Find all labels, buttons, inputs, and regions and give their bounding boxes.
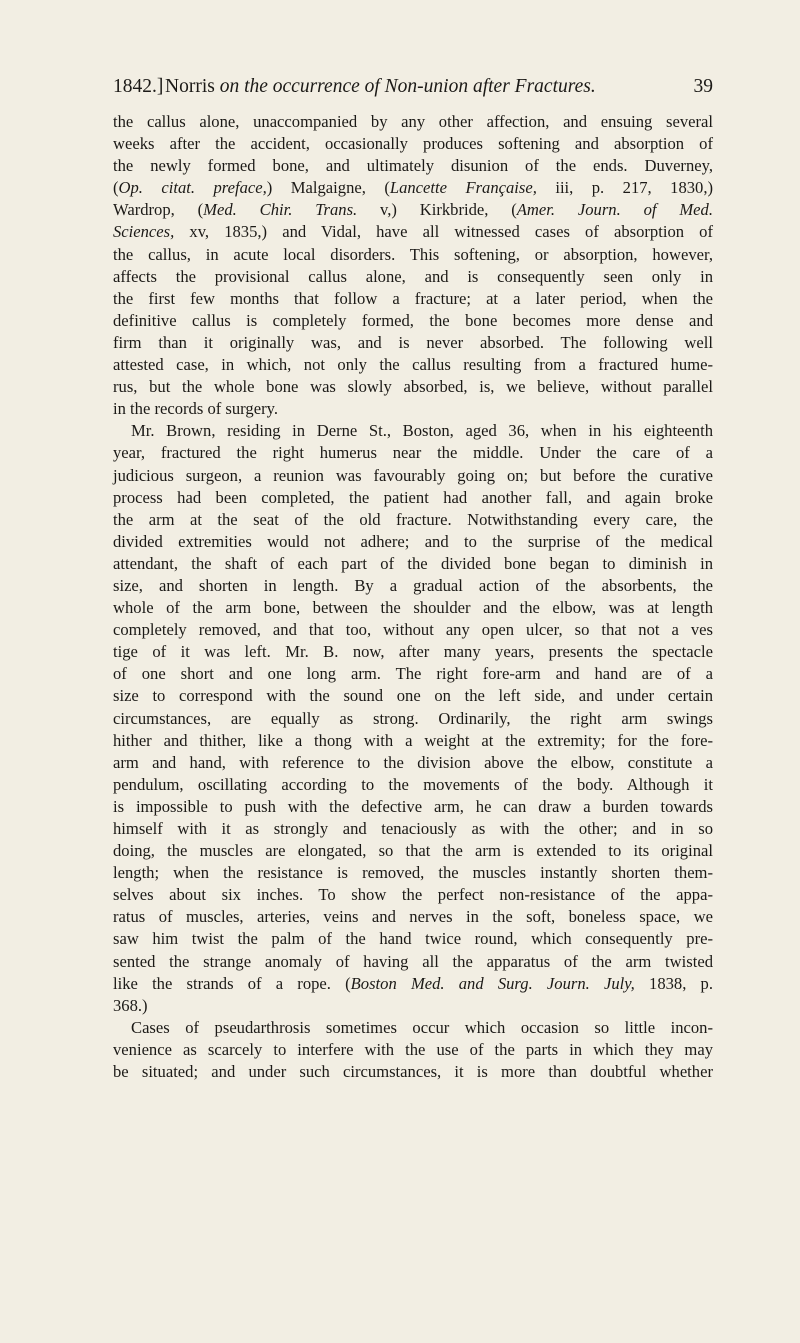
text-line <box>113 973 713 995</box>
italic-citation: Boston Med. and Surg. Journ. July, <box>350 973 635 993</box>
header-year: 1842.] <box>113 76 164 97</box>
text-segment: length; when the resistance is removed, the muscles instantly shorten them- <box>113 863 713 883</box>
text-line <box>113 862 713 884</box>
text-line <box>113 420 713 442</box>
text-segment: in the records of surgery. <box>113 399 278 419</box>
text-line <box>113 244 713 266</box>
text-segment: year, fractured the right humerus near the middle. Under the care of a <box>113 443 713 463</box>
text-segment: the callus, in acute local disorders. This softening, or absorption, however, <box>113 244 713 264</box>
text-line <box>113 465 713 487</box>
text-segment: ( <box>113 178 119 198</box>
text-segment: saw him twist the palm of the hand twice round, which consequently pre- <box>113 929 713 949</box>
text-segment: ) Malgaigne, ( <box>266 178 390 198</box>
text-line <box>113 995 713 1017</box>
text-segment: whole of the arm bone, between the shoulder and the elbow, was at length <box>113 598 713 618</box>
text-segment: be situated; and under such circumstances, it is more than doubtful whether <box>113 1062 713 1082</box>
text-segment: is impossible to push with the defective arm, he can draw a burden towards <box>113 796 713 816</box>
text-line <box>113 531 713 553</box>
text-segment: attendant, the shaft of each part of the divided bone began to diminish in <box>113 553 713 573</box>
text-line <box>113 509 713 531</box>
text-segment: xv, 1835,) and Vidal, have all witnessed cases of absorption of <box>174 222 713 242</box>
text-line <box>113 133 713 155</box>
text-segment: iii, p. 217, 1830,) <box>536 178 714 198</box>
text-segment: selves about six inches. To show the perfect non-resistance of the appa- <box>113 885 713 905</box>
italic-citation: Med. Chir. Trans. <box>203 200 358 220</box>
header-title <box>165 74 596 100</box>
text-segment: firm than it originally was, and is never absorbed. The following well <box>113 332 713 352</box>
text-line <box>113 221 713 243</box>
text-line <box>113 752 713 774</box>
header-article-title: on the occurrence of Non-union after Fractures. <box>219 76 596 97</box>
text-segment: size, and shorten in length. By a gradual action of the absorbents, the <box>113 575 713 595</box>
italic-citation: Op. citat. preface, <box>118 178 267 198</box>
body-text <box>113 111 713 1083</box>
text-segment: tige of it was left. Mr. B. now, after many years, presents the spectacle <box>113 642 713 662</box>
text-line <box>113 575 713 597</box>
text-line <box>113 177 713 199</box>
text-line <box>113 685 713 707</box>
text-segment: of one short and one long arm. The right fore-arm and hand are of a <box>113 664 713 684</box>
text-line <box>113 354 713 376</box>
text-line <box>113 288 713 310</box>
text-line <box>113 884 713 906</box>
text-line <box>113 199 713 221</box>
text-segment: hither and thither, like a thong with a weight at the extremity; for the fore- <box>113 730 713 750</box>
text-line <box>113 774 713 796</box>
text-line <box>113 619 713 641</box>
text-segment: Cases of pseudarthrosis sometimes occur which occasion so little incon- <box>131 1017 713 1037</box>
text-segment: arm and hand, with reference to the division above the elbow, constitute a <box>113 752 713 772</box>
text-line <box>113 730 713 752</box>
text-segment: affects the provisional callus alone, and is consequently seen only in <box>113 266 713 286</box>
text-line <box>113 1017 713 1039</box>
text-segment: weeks after the accident, occasionally produces softening and absorption of <box>113 134 713 154</box>
text-segment: pendulum, oscillating according to the movements of the body. Although it <box>113 774 713 794</box>
text-segment: definitive callus is completely formed, the bone becomes more dense and <box>113 310 713 330</box>
text-segment: venience as scarcely to interfere with the use of the parts in which they may <box>113 1039 713 1059</box>
text-segment: size to correspond with the sound one on the left side, and under certain <box>113 686 713 706</box>
text-line <box>113 332 713 354</box>
text-line <box>113 708 713 730</box>
text-line <box>113 376 713 398</box>
text-line <box>113 398 713 420</box>
text-line <box>113 597 713 619</box>
text-segment: ratus of muscles, arteries, veins and nerves in the soft, boneless space, we <box>113 907 713 927</box>
text-segment: Wardrop, ( <box>113 200 204 220</box>
text-line <box>113 1039 713 1061</box>
text-segment: process had been completed, the patient had another fall, and again broke <box>113 487 713 507</box>
text-segment: the newly formed bone, and ultimately disunion of the ends. Duverney, <box>113 156 713 176</box>
text-segment: rus, but the whole bone was slowly absorbed, is, we believe, without parallel <box>113 377 713 397</box>
text-line <box>113 266 713 288</box>
text-line <box>113 641 713 663</box>
text-segment: attested case, in which, not only the callus resulting from a fractured hume- <box>113 355 713 375</box>
text-line <box>113 906 713 928</box>
text-segment: doing, the muscles are elongated, so that the arm is extended to its original <box>113 841 713 861</box>
text-segment: the callus alone, unaccompanied by any other affection, and ensuing several <box>113 112 713 131</box>
text-segment: 368.) <box>113 995 148 1015</box>
text-segment: the arm at the seat of the old fracture. Notwithstanding every care, the <box>113 509 713 529</box>
text-line <box>113 840 713 862</box>
text-line <box>113 553 713 575</box>
text-segment: circumstances, are equally as strong. Ordinarily, the right arm swings <box>113 708 713 728</box>
text-line <box>113 663 713 685</box>
text-line <box>113 111 713 133</box>
text-segment: 1838, p. <box>634 973 714 993</box>
text-segment: judicious surgeon, a reunion was favourably going on; but before the curative <box>113 465 713 485</box>
text-segment: like the strands of a rope. ( <box>113 973 351 993</box>
text-segment: completely removed, and that too, without any open ulcer, so that not a ves <box>113 620 713 640</box>
text-line <box>113 155 713 177</box>
text-segment: the first few months that follow a fracture; at a later period, when the <box>113 288 713 308</box>
text-segment: himself with it as strongly and tenaciously as with the other; and in so <box>113 819 713 838</box>
text-line <box>113 928 713 950</box>
page-number: 39 <box>693 76 713 97</box>
running-header <box>113 74 713 100</box>
text-line <box>113 310 713 332</box>
text-line <box>113 796 713 818</box>
text-segment: v,) Kirkbride, ( <box>357 200 517 220</box>
text-line <box>113 487 713 509</box>
text-segment: sented the strange anomaly of having all the apparatus of the arm twisted <box>113 951 713 971</box>
text-segment: Mr. Brown, residing in Derne St., Boston, aged 36, when in his eighteenth <box>131 421 713 441</box>
text-line <box>113 818 713 840</box>
italic-citation: Amer. Journ. of Med. <box>516 200 713 220</box>
text-segment: divided extremities would not adhere; and to the surprise of the medical <box>113 531 713 551</box>
italic-citation: Sciences, <box>113 222 175 242</box>
text-line <box>113 951 713 973</box>
text-line <box>113 442 713 464</box>
italic-citation: Lancette Française, <box>389 178 537 198</box>
text-line <box>113 1061 713 1083</box>
header-author: Norris <box>165 76 220 97</box>
